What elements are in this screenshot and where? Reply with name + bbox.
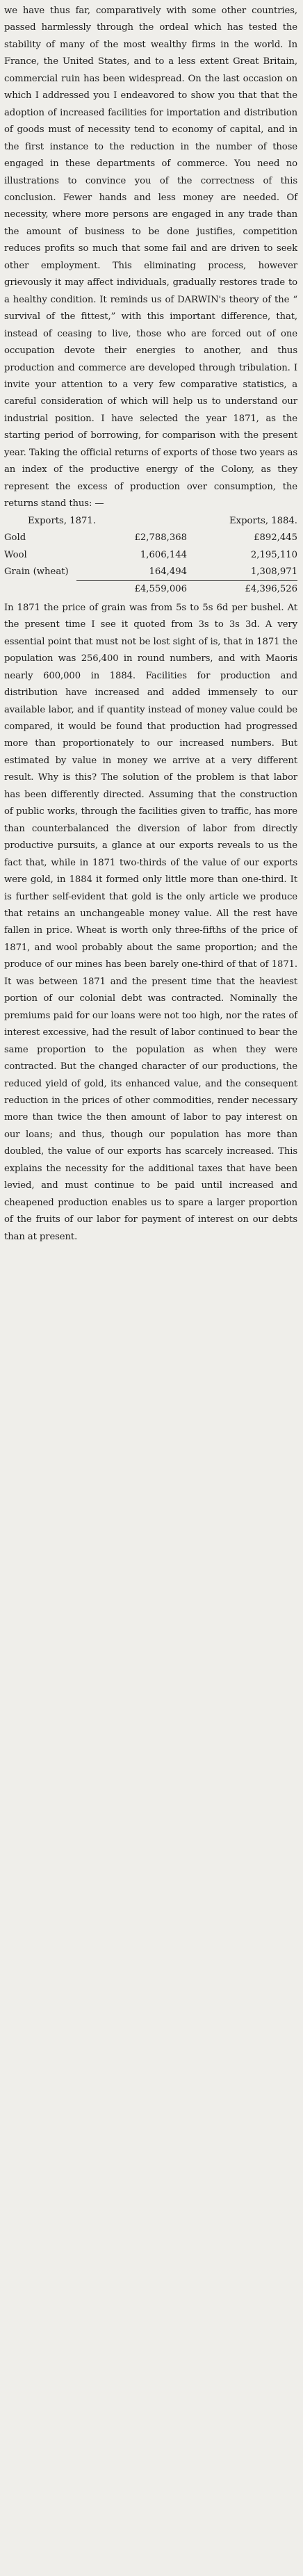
exports-item: Grain (wheat) [4,566,69,577]
article-paragraph-2: In 1871 the price of grain was from 5s to 5s 6d per bushel. At the present time I see it quoted from 3s to 3s 3d. A very essential point that must not be lost sight of is, that in 1871 the population was 256,400 in round numbers, and with Maoris nearly 600,000 in 1884. Facilities for production and distribution have increased and added immensely to our available labor, and if quantity instead of money value could be compared, it would be found that production had progressed more than proportionately to our increased numbers. But estimated by value in money we arrive at a very different result. Why is this? The solution of the problem is that labor has been differently directed. Assuming that the construction of public works, through the facilities given to traffic, has more than counterbalanced the diversion of labor from directly productive pursuits, a glance at our exports reveals to us the fact that, while in 1871 two-thirds of the value of our exports were gold, in 1884 it formed only little more than one-third. It is further self-evident that gold is the only article we produce that retains an unchangeable money value. All the rest have fallen in price. Wheat is worth only three-fifths of the price of 1871, and wool probably about the same proportion; and the produce of our mines has been barely one-third of that of 1871. It was between 1871 and the present time that the heaviest portion of our colonial debt was contracted. Nominally the premiums paid for our loans were not too high, nor the rates of interest excessive, had the result of labor continued to bear the same proportion to the population as when they were contracted. But the changed character of our productions, the reduced yield of gold, its enhanced value, and the consequent reduction in the prices of other commodities, render necessary more than twice the then amount of labor to pay interest on our loans; and thus, though our population has more than doubled, the value of our exports has scarcely increased. This explains the necessity for the additional taxes that have been levied, and must continue to be paid until increased and cheapened production enables us to spare a larger proportion of the fruits of our labor for payment of interest on our debts than at present. [4,602,297,1242]
exports-value-1871: 164,494 [149,566,187,577]
exports-item: Wool [4,549,27,560]
exports-value-1871: 1,606,144 [140,549,187,560]
exports-header-1871: Exports, 1871. [28,515,96,526]
article-paragraph-1: we have thus far, comparatively with some other countries, passed harmlessly through the ordeal which has tested the stability of many of the most wealthy firms in the world. In France, the United States, and to a less extent Great Britain, commercial ruin has been widespread. On the last occasion on which I addressed you I endeavored to show you that that the adoption of increased facilities for importation and distribution of goods must of necessity tend to economy of capital, and in the first instance to the reduction in the number of those engaged in these departments of commerce. You need no illustrations to convince you of the correctness of this conclusion. Fewer hands and less money are needed. Of necessity, where more persons are engaged in any trade than the amount of business to be done justifies, competition reduces profits so much that some fail and are driven to seek other employment. This eliminating process, however grievously it may affect individuals, gradually restores trade to a healthy condition. It reminds us of DARWIN's theory of the “ survival of the fittest,” with this important difference, that, instead of ceasing to live, those who are forced out of one occupation devote their energies to another, and thus production and commerce are developed through tribulation. I invite your attention to a very few comparative statistics, a careful consideration of which will help us to understand our industrial position. I have selected the year 1871, as the starting period of borrowing, for comparison with the present year. Taking the official returns of exports of those two years as an index of the productive energy of the Colony, as they represent the excess of production over consumption, the returns stand thus: — [4,6,297,510]
exports-value-1884: £892,445 [254,532,297,544]
exports-row-wool [4,547,297,564]
exports-header-1884: Exports, 1884. [229,515,297,526]
exports-row-gold [4,530,297,546]
exports-value-1871: £2,788,368 [134,532,187,544]
exports-total-1871: £4,559,006 [134,584,187,595]
exports-table-header [4,513,297,530]
exports-total-1884: £4,396,526 [245,584,297,595]
exports-item: Gold [4,532,26,544]
exports-value-1884: 2,195,110 [250,549,297,560]
exports-table [4,513,297,598]
exports-row-grain [4,564,297,580]
exports-table-totals [76,580,297,598]
exports-value-1884: 1,308,971 [250,566,297,577]
